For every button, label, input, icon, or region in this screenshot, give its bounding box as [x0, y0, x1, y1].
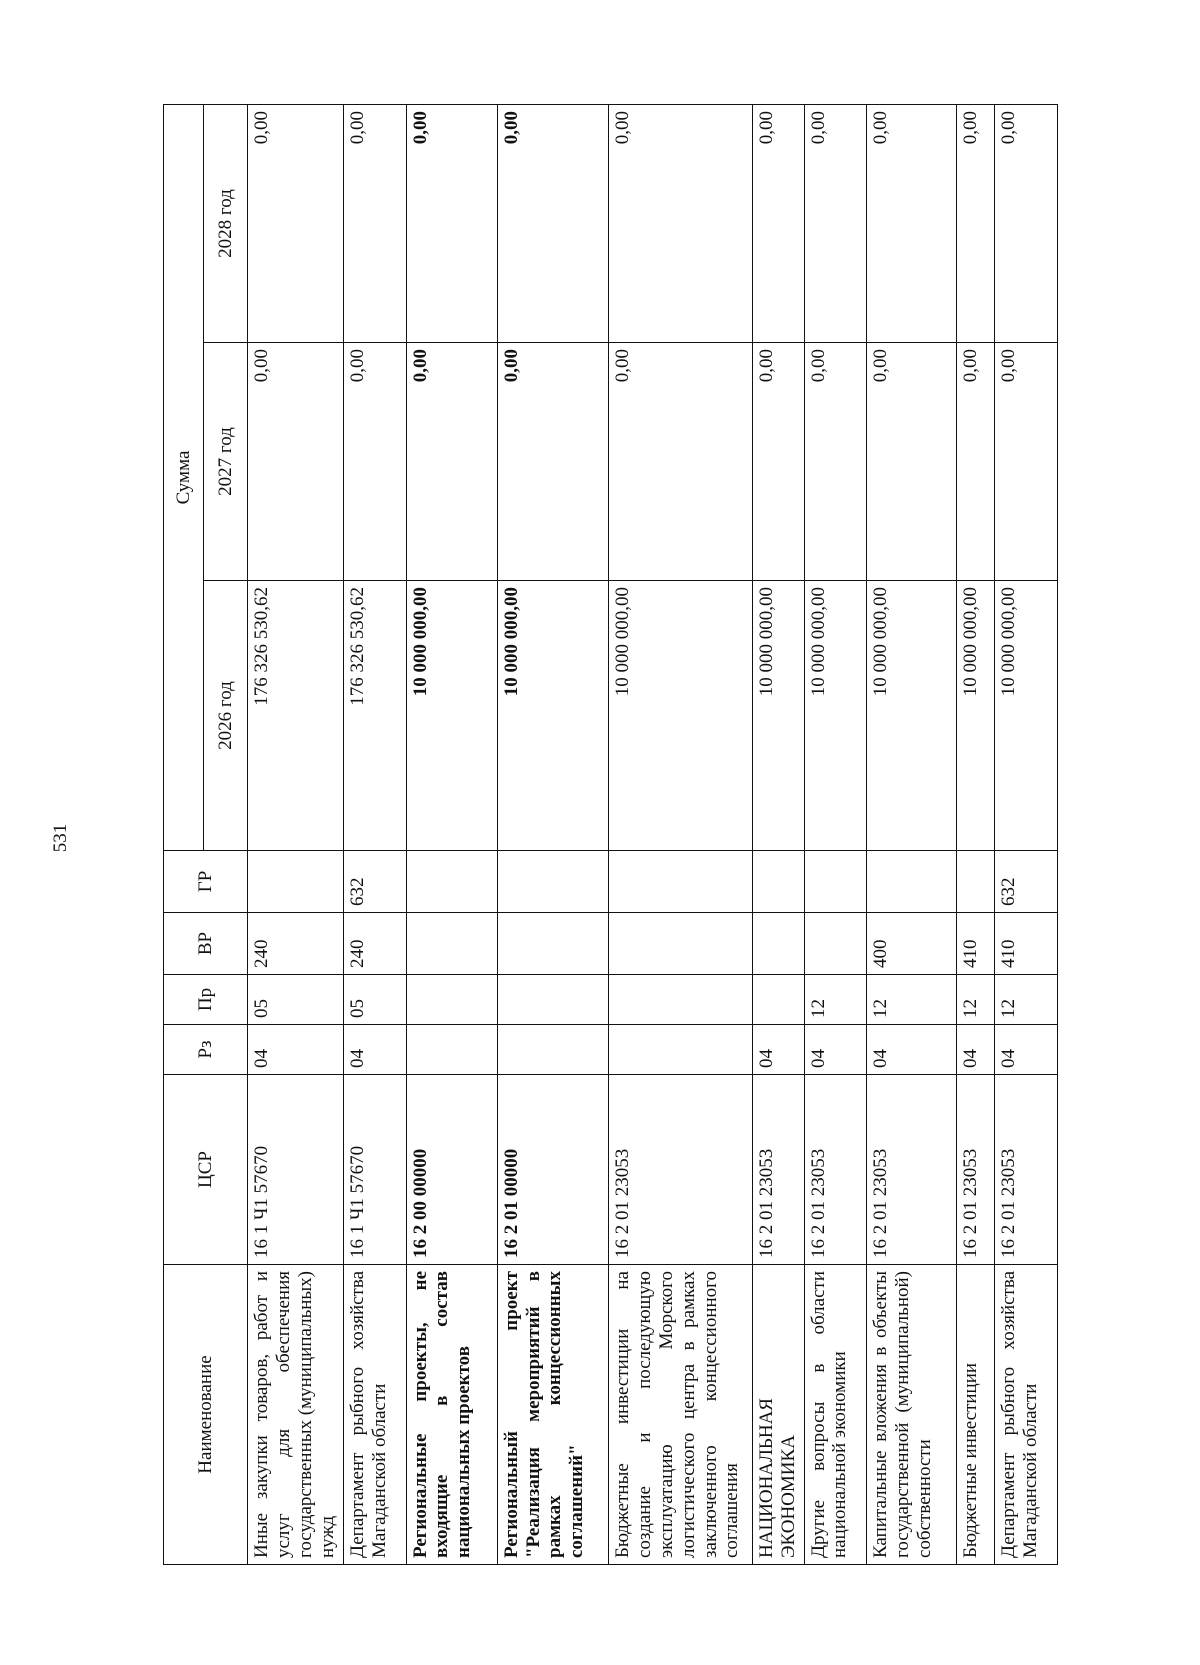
- row-rz: 04: [995, 1025, 1058, 1075]
- row-2026: 176 326 530,62: [343, 581, 406, 851]
- row-gr: [753, 851, 804, 913]
- row-2026: 10 000 000,00: [995, 581, 1058, 851]
- header-vr: ВР: [164, 913, 248, 975]
- table-row: [343, 104, 406, 1564]
- budget-table-container: [163, 105, 1058, 1565]
- row-pr: 12: [956, 975, 995, 1025]
- row-pr: [753, 975, 804, 1025]
- row-2027: 0,00: [406, 343, 497, 581]
- row-gr: [956, 851, 995, 913]
- row-name: Иные закупки товаров, работ и услуг для обеспечения государственных (муниципальных) нужд: [248, 1265, 344, 1565]
- row-rz: 04: [343, 1025, 406, 1075]
- row-2027: 0,00: [609, 343, 753, 581]
- row-csr: 16 1 Ч1 57670: [343, 1075, 406, 1265]
- row-pr: 05: [248, 975, 344, 1025]
- row-2028: 0,00: [609, 104, 753, 342]
- row-gr: [609, 851, 753, 913]
- row-2028: 0,00: [995, 104, 1058, 342]
- row-rz: 04: [248, 1025, 344, 1075]
- row-gr: [248, 851, 344, 913]
- header-year-2026: 2026 год: [204, 581, 248, 851]
- row-2026: 10 000 000,00: [609, 581, 753, 851]
- row-name: Бюджетные инвестиции: [956, 1265, 995, 1565]
- row-csr: 16 2 01 00000: [497, 1075, 609, 1265]
- row-2027: 0,00: [956, 343, 995, 581]
- row-2028: 0,00: [956, 104, 995, 342]
- row-2026: 10 000 000,00: [804, 581, 867, 851]
- row-gr: 632: [995, 851, 1058, 913]
- row-2026: 10 000 000,00: [406, 581, 497, 851]
- row-rz: [406, 1025, 497, 1075]
- table-row: [753, 104, 804, 1564]
- row-csr: 16 2 01 23053: [995, 1075, 1058, 1265]
- row-2026: 10 000 000,00: [753, 581, 804, 851]
- row-csr: 16 2 01 23053: [753, 1075, 804, 1265]
- row-vr: [804, 913, 867, 975]
- table-row: [406, 104, 497, 1564]
- row-2027: 0,00: [753, 343, 804, 581]
- row-pr: 12: [867, 975, 956, 1025]
- row-gr: [867, 851, 956, 913]
- row-2026: 10 000 000,00: [867, 581, 956, 851]
- row-vr: [406, 913, 497, 975]
- row-pr: [497, 975, 609, 1025]
- header-year-2028: 2028 год: [204, 104, 248, 342]
- row-2026: 10 000 000,00: [497, 581, 609, 851]
- row-csr: 16 1 Ч1 57670: [248, 1075, 344, 1265]
- row-csr: 16 2 01 23053: [804, 1075, 867, 1265]
- header-gr: ГР: [164, 851, 248, 913]
- budget-table: [163, 104, 1058, 1565]
- row-2028: 0,00: [804, 104, 867, 342]
- table-row: [867, 104, 956, 1564]
- row-vr: 240: [343, 913, 406, 975]
- table-row: [956, 104, 995, 1564]
- row-name: Департамент рыбного хозяйства Магаданской области: [995, 1265, 1058, 1565]
- row-name: Бюджетные инвестиции на создание и последующую эксплуатацию Морского логистического центра в рамках заключенного концессионного соглашения: [609, 1265, 753, 1565]
- header-year-2027: 2027 год: [204, 343, 248, 581]
- row-2027: 0,00: [497, 343, 609, 581]
- row-2028: 0,00: [497, 104, 609, 342]
- table-row: [609, 104, 753, 1564]
- row-vr: 410: [956, 913, 995, 975]
- table-row: [248, 104, 344, 1564]
- row-vr: 410: [995, 913, 1058, 975]
- row-2027: 0,00: [804, 343, 867, 581]
- row-2028: 0,00: [248, 104, 344, 342]
- row-pr: 05: [343, 975, 406, 1025]
- row-pr: 12: [804, 975, 867, 1025]
- row-csr: 16 2 01 23053: [867, 1075, 956, 1265]
- row-vr: [609, 913, 753, 975]
- row-vr: [497, 913, 609, 975]
- row-2028: 0,00: [867, 104, 956, 342]
- row-2026: 10 000 000,00: [956, 581, 995, 851]
- row-csr: 16 2 01 23053: [609, 1075, 753, 1265]
- row-rz: [609, 1025, 753, 1075]
- row-name: Региональные проекты, не входящие в состав национальных проектов: [406, 1265, 497, 1565]
- row-2027: 0,00: [995, 343, 1058, 581]
- row-2028: 0,00: [406, 104, 497, 342]
- row-2028: 0,00: [753, 104, 804, 342]
- header-name: Наименование: [164, 1265, 248, 1565]
- row-pr: 12: [995, 975, 1058, 1025]
- row-pr: [406, 975, 497, 1025]
- row-csr: 16 2 00 00000: [406, 1075, 497, 1265]
- row-vr: 400: [867, 913, 956, 975]
- row-2026: 176 326 530,62: [248, 581, 344, 851]
- page-number: 531: [50, 823, 71, 853]
- row-rz: 04: [867, 1025, 956, 1075]
- row-rz: 04: [804, 1025, 867, 1075]
- row-2027: 0,00: [248, 343, 344, 581]
- row-gr: 632: [343, 851, 406, 913]
- row-name: НАЦИОНАЛЬНАЯ ЭКОНОМИКА: [753, 1265, 804, 1565]
- header-pr: Пр: [164, 975, 248, 1025]
- row-name: Капитальные вложения в объекты государственной (муниципальной) собственности: [867, 1265, 956, 1565]
- row-gr: [804, 851, 867, 913]
- header-csr: ЦСР: [164, 1075, 248, 1265]
- row-2028: 0,00: [343, 104, 406, 342]
- row-rz: [497, 1025, 609, 1075]
- table-row: [497, 104, 609, 1564]
- row-pr: [609, 975, 753, 1025]
- row-name: Департамент рыбного хозяйства Магаданской области: [343, 1265, 406, 1565]
- row-vr: [753, 913, 804, 975]
- row-gr: [406, 851, 497, 913]
- row-csr: 16 2 01 23053: [956, 1075, 995, 1265]
- row-rz: 04: [956, 1025, 995, 1075]
- table-row: [995, 104, 1058, 1564]
- header-sum: Сумма: [164, 104, 204, 850]
- row-2027: 0,00: [343, 343, 406, 581]
- row-name: Другие вопросы в области национальной экономики: [804, 1265, 867, 1565]
- row-name: Региональный проект "Реализация мероприятий в рамках концессионных соглашений": [497, 1265, 609, 1565]
- row-rz: 04: [753, 1025, 804, 1075]
- table-row: [804, 104, 867, 1564]
- row-gr: [497, 851, 609, 913]
- row-vr: 240: [248, 913, 344, 975]
- header-rz: Рз: [164, 1025, 248, 1075]
- row-2027: 0,00: [867, 343, 956, 581]
